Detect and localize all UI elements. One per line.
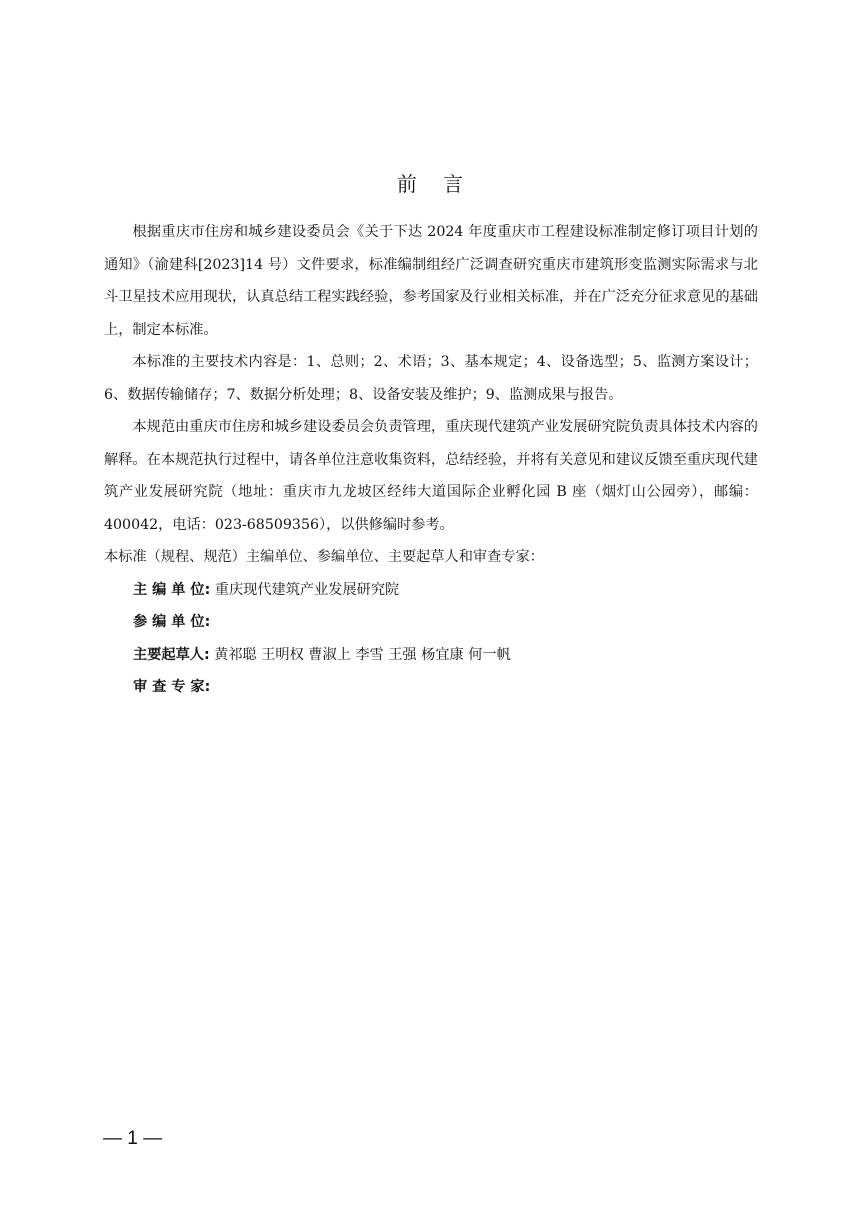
credit-label: 主 编 单 位:: [133, 581, 211, 598]
credit-row-drafters: [104, 639, 758, 672]
credit-value: 重庆现代建筑产业发展研究院: [214, 581, 400, 598]
credit-label: 参 编 单 位:: [133, 614, 211, 630]
paragraph-technical-content: 本标准的主要技术内容是：1、总则；2、术语；3、基本规定；4、设备选型；5、监测方案设计；6、数据传输储存；7、数据分析处理；8、设备安装及维护；9、监测成果与报告。: [104, 354, 758, 403]
credit-row-participating: [104, 606, 758, 639]
credit-label: 审 查 专 家:: [133, 679, 211, 695]
page-number: — 1 —: [103, 1128, 163, 1149]
credits-intro: 本标准（规程、规范）主编单位、参编单位、主要起草人和审查专家：: [104, 549, 544, 565]
credit-row-reviewers: [104, 671, 758, 704]
paragraph-management: 本规范由重庆市住房和城乡建设委员会负责管理，重庆现代建筑产业发展研究院负责具体技术内容的解释。在本规范执行过程中，请各单位注意收集资料，总结经验，并将有关意见和建议反馈至重庆现代建筑产业发展研究院（地址：重庆市九龙坡区经纬大道国际企业孵化园 B 座（烟灯山公园旁），邮编：400042，电话：023-68509356），以供修编时参考。: [104, 419, 758, 533]
document-body: [104, 216, 758, 704]
page-title: 前 言: [396, 172, 474, 196]
credit-value: 黄祁聪 王明权 曹淑上 李雪 王强 杨宜康 何一帆: [214, 646, 511, 663]
credits-list: [104, 574, 758, 704]
paragraph-basis: 根据重庆市住房和城乡建设委员会《关于下达 2024 年度重庆市工程建设标准制定修订项目计划的通知》（渝建科[2023]14 号）文件要求，标准编制组经广泛调查研究重庆市建筑形变监测实际需求与北斗卫星技术应用现状，认真总结工程实践经验，参考国家及行业相关标准，并在广泛充分征求意见的基础上，制定本标准。: [104, 224, 758, 338]
credit-row-chief-editor: [104, 574, 758, 607]
credit-label: 主要起草人:: [133, 646, 210, 663]
